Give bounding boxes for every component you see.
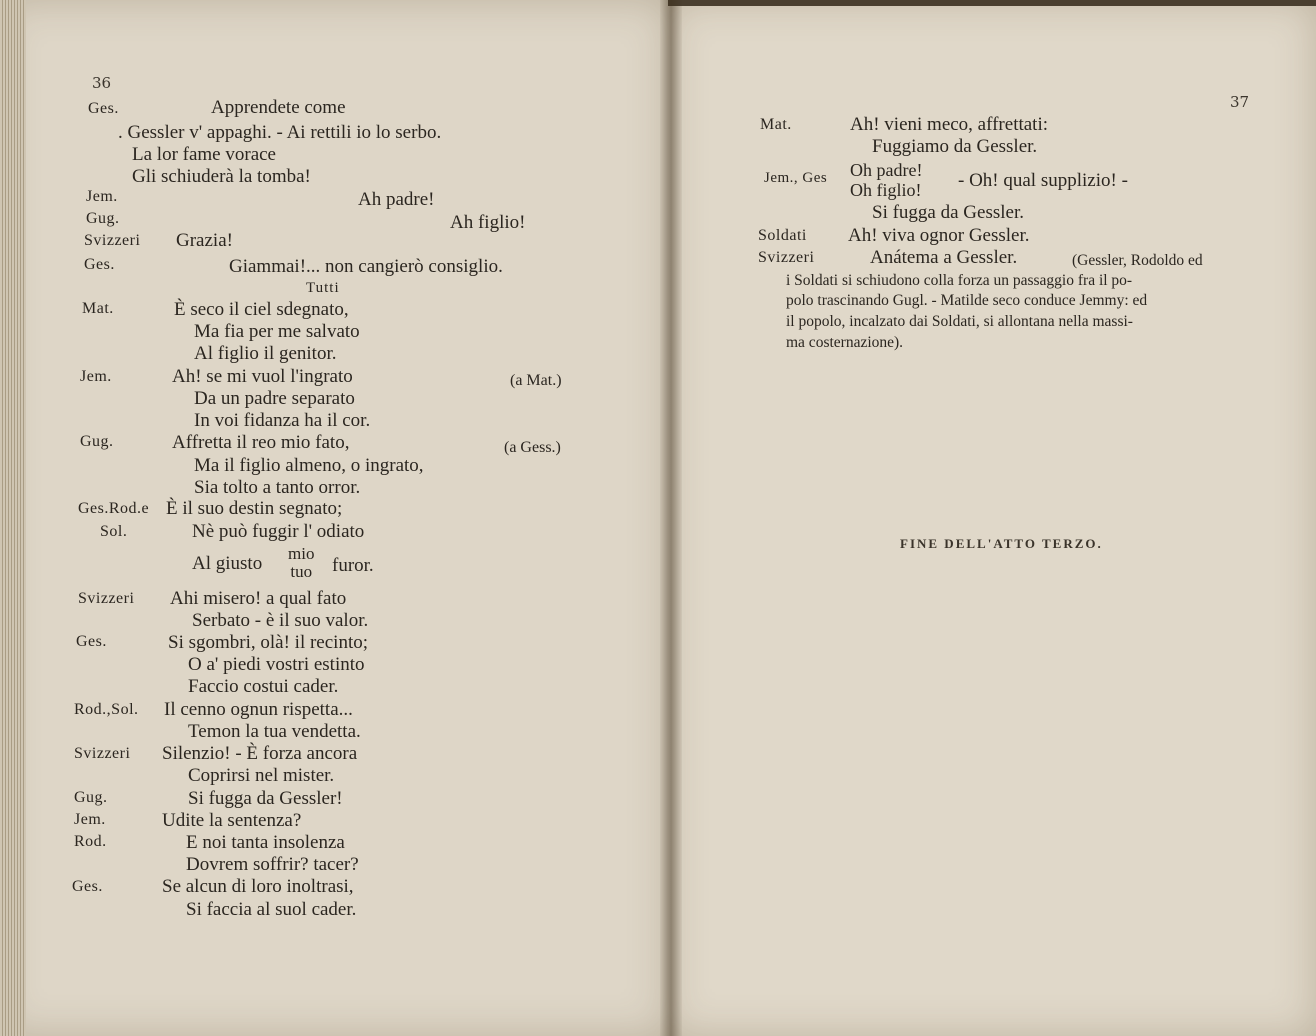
speaker-jem: Jem. xyxy=(80,368,112,385)
speaker-sol: Sol. xyxy=(100,523,128,540)
stage-direction: il popolo, incalzato dai Soldati, si allontana nella massi- xyxy=(786,313,1133,330)
variant-bottom: Oh figlio! xyxy=(850,180,922,200)
verse-line: Temon la tua vendetta. xyxy=(188,721,361,742)
verse-line: Ah! viva ognor Gessler. xyxy=(848,225,1030,246)
variant-top: mio xyxy=(288,544,315,563)
variant-stack xyxy=(850,160,922,200)
verse-line: Ah figlio! xyxy=(450,212,526,233)
stage-aside: (a Mat.) xyxy=(510,372,562,389)
verse-line: Silenzio! - È forza ancora xyxy=(162,743,358,764)
speaker-ges: Ges. xyxy=(72,878,103,895)
verse-line: E noi tanta insolenza xyxy=(186,832,345,853)
speaker-ges-rod: Ges.Rod.e xyxy=(78,500,150,517)
verse-line: Gli schiuderà la tomba! xyxy=(132,166,311,187)
verse-line: Si sgombri, olà! il recinto; xyxy=(168,632,369,653)
verse-line: furor. xyxy=(332,555,374,576)
verse-line: . Gessler v' appaghi. - Ai rettili io lo serbo. xyxy=(118,122,442,143)
variant-bottom: tuo xyxy=(290,562,313,581)
speaker-jem: Jem. xyxy=(74,811,106,828)
verse-line: Nè può fuggir l' odiato xyxy=(192,521,365,542)
act-end-heading: FINE DELL'ATTO TERZO. xyxy=(900,536,1103,551)
stage-direction: ma costernazione). xyxy=(786,334,904,351)
verse-line: Ma fia per me salvato xyxy=(194,321,360,342)
verse-line: Ah! vieni meco, affrettati: xyxy=(850,114,1049,135)
speaker-mat: Mat. xyxy=(760,116,792,133)
right-page xyxy=(668,0,1316,1036)
verse-line: Apprendete come xyxy=(211,97,346,118)
variant-top: Oh padre! xyxy=(850,160,923,180)
verse-line: Faccio costui cader. xyxy=(188,676,339,697)
verse-line: Grazia! xyxy=(176,230,233,251)
verse-line: Giammai!... non cangierò consiglio. xyxy=(229,256,503,277)
verse-line: Si faccia al suol cader. xyxy=(186,899,357,920)
speaker-svizzeri: Svizzeri xyxy=(74,745,131,762)
verse-line: Ah! se mi vuol l'ingrato xyxy=(172,366,353,387)
speaker-ges: Ges. xyxy=(84,256,115,273)
verse-line: Ma il figlio almeno, o ingrato, xyxy=(194,455,424,476)
speaker-mat: Mat. xyxy=(82,300,114,317)
stage-direction: polo trascinando Gugl. - Matilde seco conduce Jemmy: ed xyxy=(786,292,1148,309)
verse-line: Al figlio il genitor. xyxy=(194,343,337,364)
verse-line: Serbato - è il suo valor. xyxy=(192,610,369,631)
verse-line: Ahi misero! a qual fato xyxy=(170,588,347,609)
verse-line: Da un padre separato xyxy=(194,388,355,409)
verse-line: Udite la sentenza? xyxy=(162,810,302,831)
variant-stack xyxy=(288,545,314,581)
verse-line: Affretta il reo mio fato, xyxy=(172,432,350,453)
verse-line: La lor fame vorace xyxy=(132,144,276,165)
verse-line: È il suo destin segnato; xyxy=(166,498,343,519)
stage-aside: (a Gess.) xyxy=(504,439,561,456)
page-number: 37 xyxy=(1230,93,1250,111)
page-number: 36 xyxy=(92,74,112,92)
verse-line: O a' piedi vostri estinto xyxy=(188,654,365,675)
verse-line: Il cenno ognun rispetta... xyxy=(164,699,353,720)
verse-line: Sia tolto a tanto orror. xyxy=(194,477,361,498)
speaker-jem-ges: Jem., Ges xyxy=(764,170,828,186)
book-gutter xyxy=(660,0,682,1036)
verse-line: Si fugga da Gessler! xyxy=(188,788,343,809)
verse-line: Si fugga da Gessler. xyxy=(872,202,1024,223)
speaker-gug: Gug. xyxy=(80,433,114,450)
stage-direction: (Gessler, Rodoldo ed xyxy=(1072,252,1203,269)
verse-line: - Oh! qual supplizio! - xyxy=(958,170,1128,191)
verse-line: Coprirsi nel mister. xyxy=(188,765,335,786)
speaker-gug: Gug. xyxy=(86,210,120,227)
verse-line: Fuggiamo da Gessler. xyxy=(872,136,1038,157)
speaker-rod: Rod. xyxy=(74,833,107,850)
speaker-rod-sol: Rod.,Sol. xyxy=(74,701,139,718)
page-edges xyxy=(0,0,26,1036)
verse-line: Al giusto xyxy=(192,553,263,574)
speaker-svizzeri: Svizzeri xyxy=(758,249,815,266)
speaker-jem: Jem. xyxy=(86,188,118,205)
verse-line: È seco il ciel sdegnato, xyxy=(174,299,349,320)
stage-direction: i Soldati si schiudono colla forza un passaggio fra il po- xyxy=(786,272,1133,289)
speaker-svizzeri: Svizzeri xyxy=(78,590,135,607)
speaker-gug: Gug. xyxy=(74,789,108,806)
tutti-heading: Tutti xyxy=(306,280,340,296)
speaker-svizzeri: Svizzeri xyxy=(84,232,141,249)
verse-line: In voi fidanza ha il cor. xyxy=(194,410,371,431)
verse-line: Ah padre! xyxy=(358,189,435,210)
speaker-ges: Ges. xyxy=(76,633,107,650)
verse-line: Dovrem soffrir? tacer? xyxy=(186,854,359,875)
speaker-soldati: Soldati xyxy=(758,227,807,244)
speaker-ges: Ges. xyxy=(88,100,119,117)
verse-line: Anátema a Gessler. xyxy=(870,247,1018,268)
page-top-edge xyxy=(668,0,1316,6)
verse-line: Se alcun di loro inoltrasi, xyxy=(162,876,354,897)
